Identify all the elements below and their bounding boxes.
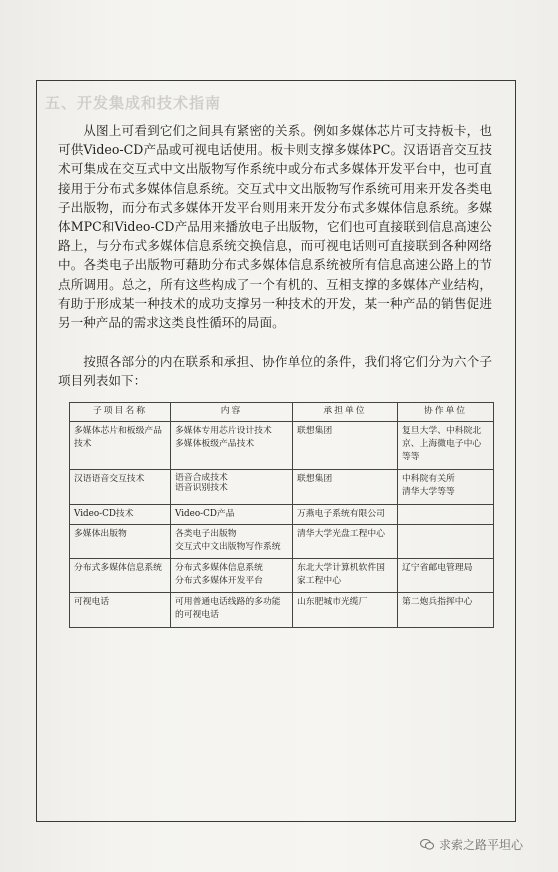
- cell-cooperator: 复旦大学、中科院北京、上海微电子中心等等: [398, 422, 494, 470]
- cell-cooperator: [398, 525, 494, 559]
- header-content: 内容: [171, 403, 293, 422]
- cell-undertaker: 联想集团: [293, 470, 398, 505]
- subproject-table: [69, 402, 494, 628]
- body-paragraph-1: 从图上可看到它们之间具有紧密的关系。例如多媒体芯片可支持板卡，也可供Video-CD产品或可视电话使用。板卡则支撑多媒体PC。汉语语音交互技术可集成在交互式中文出版物写作系统中或分布式多媒体开发平台中，也可直接用于分布式多媒体信息系统。交互式中文出版物写作系统可用来开发各类电子出版物，而分布式多媒体开发平台则用来开发分布式多媒体信息系统。多媒体MPC和Video-CD产品用来播放电子出版物，它们也可直接联到信息高速公路上，与分布式多媒体信息系统交换信息，而可视电话则可直接联到各种网络中。各类电子出版物可藉助分布式多媒体信息系统被所有信息高速公路上的节点所调用。总之，所有这些构成了一个有机的、互相支撑的多媒体产业结构，有助于形成某一种技术的成功支撑另一种技术的开发，某一种产品的销售促进另一种产品的需求这类良性循环的局面。: [58, 123, 492, 331]
- cell-undertaker: 山东肥城市光缆厂: [293, 593, 398, 628]
- cell-content: 语音合成技术 语音识别技术: [171, 470, 293, 505]
- cell-content: 分布式多媒体信息系统 分布式多媒体开发平台: [171, 559, 293, 593]
- table-header-row: [70, 403, 494, 422]
- cell-content: 可用普通电话线路的多功能的可视电话: [171, 593, 293, 628]
- cell-content: Video-CD产品: [171, 505, 293, 525]
- cell-name: 分布式多媒体信息系统: [70, 559, 171, 593]
- cell-cooperator: 第二炮兵指挥中心: [398, 593, 494, 628]
- cell-undertaker: 东北大学计算机软件国家工程中心: [293, 559, 398, 593]
- cell-undertaker: 万燕电子系统有限公司: [293, 505, 398, 525]
- cell-undertaker: 联想集团: [293, 422, 398, 470]
- header-cooperator: 协作单位: [398, 403, 494, 422]
- cell-name: 多媒体芯片和板级产品技术: [70, 422, 171, 470]
- faded-section-heading: 五、开发集成和技术指南: [45, 94, 222, 112]
- table-row: [70, 470, 494, 505]
- cell-content: 多媒体专用芯片设计技术 多媒体板级产品技术: [171, 422, 293, 470]
- header-name: 子项目名称: [70, 403, 171, 422]
- table-row: [70, 505, 494, 525]
- cell-name: 汉语语音交互技术: [70, 470, 171, 505]
- source-watermark: [420, 836, 523, 853]
- table-row: [70, 422, 494, 470]
- cell-name: 多媒体出版物: [70, 525, 171, 559]
- table-row: [70, 525, 494, 559]
- cell-content: 各类电子出版物 交互式中文出版物写作系统: [171, 525, 293, 559]
- header-undertaker: 承担单位: [293, 403, 398, 422]
- cell-undertaker: 清华大学光盘工程中心: [293, 525, 398, 559]
- watermark-text: 求索之路平坦心: [439, 838, 524, 852]
- cell-cooperator: 中科院有关所 清华大学等等: [398, 470, 494, 505]
- chat-bubble-icon: [420, 839, 434, 850]
- cell-name: Video-CD技术: [70, 505, 171, 525]
- table-row: [70, 559, 494, 593]
- body-paragraph-2: 按照各部分的内在联系和承担、协作单位的条件，我们将它们分为六个子项目列表如下：: [58, 354, 492, 389]
- table-row: [70, 593, 494, 628]
- cell-cooperator: [398, 505, 494, 525]
- cell-name: 可视电话: [70, 593, 171, 628]
- cell-cooperator: 辽宁省邮电管理局: [398, 559, 494, 593]
